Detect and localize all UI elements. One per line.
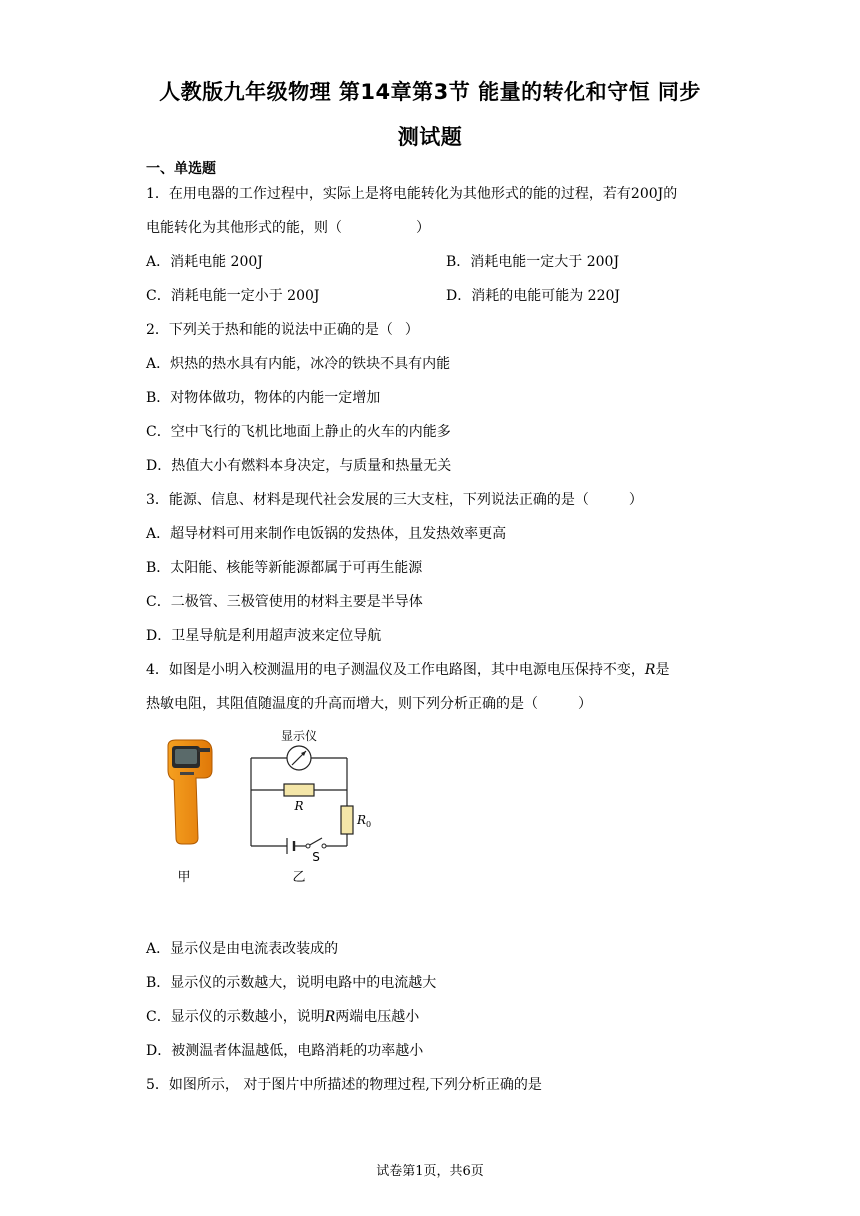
question-2-option-c: C．空中飞行的飞机比地面上静止的火车的内能多 <box>146 424 451 440</box>
figure-label-yi: 乙 <box>292 870 306 885</box>
question-4-option-c <box>146 1008 419 1026</box>
page-title-line-2: 测试题 <box>397 125 463 149</box>
question-3-option-b: B．太阳能、核能等新能源都属于可再生能源 <box>146 560 423 576</box>
question-number: 4． <box>146 662 169 678</box>
question-4-figure <box>158 728 398 888</box>
infrared-thermometer-icon <box>168 740 212 844</box>
question-number: 3． <box>146 492 169 508</box>
resistor-r0-label: $R_0$ <box>357 813 372 829</box>
question-text: 在用电器的工作过程中，实际上是将电能转化为其他形式的能的过程，若有200J的 <box>168 186 678 202</box>
section-heading: 一、单选题 <box>146 161 216 177</box>
resistor-r0 <box>341 806 353 834</box>
option-text: C．显示仪的示数越小，说明 <box>146 1009 325 1025</box>
question-text: 如图所示， 对于图片中所描述的物理过程,下列分析正确的是 <box>168 1077 542 1093</box>
question-4-stem-line-2 <box>146 695 592 713</box>
question-2-option-d: D．热值大小有燃料本身决定，与质量和热量无关 <box>146 458 452 474</box>
battery-icon <box>287 838 294 854</box>
variable-r: R <box>644 662 656 678</box>
variable-r: R <box>324 1009 336 1025</box>
switch-contact <box>322 844 326 848</box>
bracket-close: ） <box>404 322 419 338</box>
question-text: 是 <box>655 662 670 678</box>
bracket-close: ） <box>578 696 592 712</box>
question-1-stem-line-1 <box>146 185 677 203</box>
question-text: 电能转化为其他形式的能，则（ <box>146 220 342 236</box>
question-4-option-b: B．显示仪的示数越大，说明电路中的电流越大 <box>146 975 437 991</box>
question-1-option-b: B．消耗电能一定大于 200J <box>446 254 620 270</box>
switch-label: S <box>312 850 320 864</box>
display-meter-icon <box>287 746 311 770</box>
question-text: 下列关于热和能的说法中正确的是（ <box>168 322 393 338</box>
question-5-stem <box>146 1076 542 1094</box>
question-2-option-b: B．对物体做功，物体的内能一定增加 <box>146 390 381 406</box>
figure-label-jia: 甲 <box>177 870 191 885</box>
question-3-option-d: D．卫星导航是利用超声波来定位导航 <box>146 628 382 644</box>
question-1-stem-line-2 <box>146 219 430 237</box>
question-1-option-a: A．消耗电能 200J <box>146 254 263 270</box>
option-text: 两端电压越小 <box>335 1009 420 1025</box>
bracket-close: ） <box>628 492 643 508</box>
question-number: 2． <box>146 322 169 338</box>
question-4-stem-line-1 <box>146 661 669 679</box>
question-3-stem <box>146 491 643 509</box>
question-1-option-d: D．消耗的电能可能为 220J <box>446 288 621 304</box>
question-4-option-d: D．被测温者体温越低，电路消耗的功率越小 <box>146 1043 424 1059</box>
question-3-option-a: A．超导材料可用来制作电饭锅的发热体，且发热效率更高 <box>146 526 507 542</box>
switch-pivot <box>306 844 310 848</box>
question-2-option-a: A．炽热的热水具有内能，冰冷的铁块不具有内能 <box>146 356 451 372</box>
question-text: 能源、信息、材料是现代社会发展的三大支柱，下列说法正确的是（ <box>168 492 589 508</box>
question-1-option-c: C．消耗电能一定小于 200J <box>146 288 320 304</box>
question-2-stem <box>146 321 419 339</box>
question-text: 热敏电阻，其阻值随温度的升高而增大，则下列分析正确的是（ <box>146 696 538 712</box>
display-meter-label: 显示仪 <box>280 729 318 743</box>
page-footer: 试卷第1页，共6页 <box>376 1164 484 1179</box>
question-3-option-c: C．二极管、三极管使用的材料主要是半导体 <box>146 594 423 610</box>
question-text: 如图是小明入校测温用的电子测温仪及工作电路图，其中电源电压保持不变， <box>168 662 645 678</box>
thermometer-and-circuit-figure <box>158 728 398 888</box>
page-title-line-1: 人教版九年级物理 第14章第3节 能量的转化和守恒 同步 <box>159 80 701 104</box>
question-number: 1． <box>146 186 169 202</box>
question-4-option-a: A．显示仪是由电流表改装成的 <box>146 941 339 957</box>
resistor-r-label: R <box>294 799 304 813</box>
bracket-close: ） <box>416 220 430 236</box>
resistor-r <box>284 784 314 796</box>
question-number: 5． <box>146 1077 169 1093</box>
